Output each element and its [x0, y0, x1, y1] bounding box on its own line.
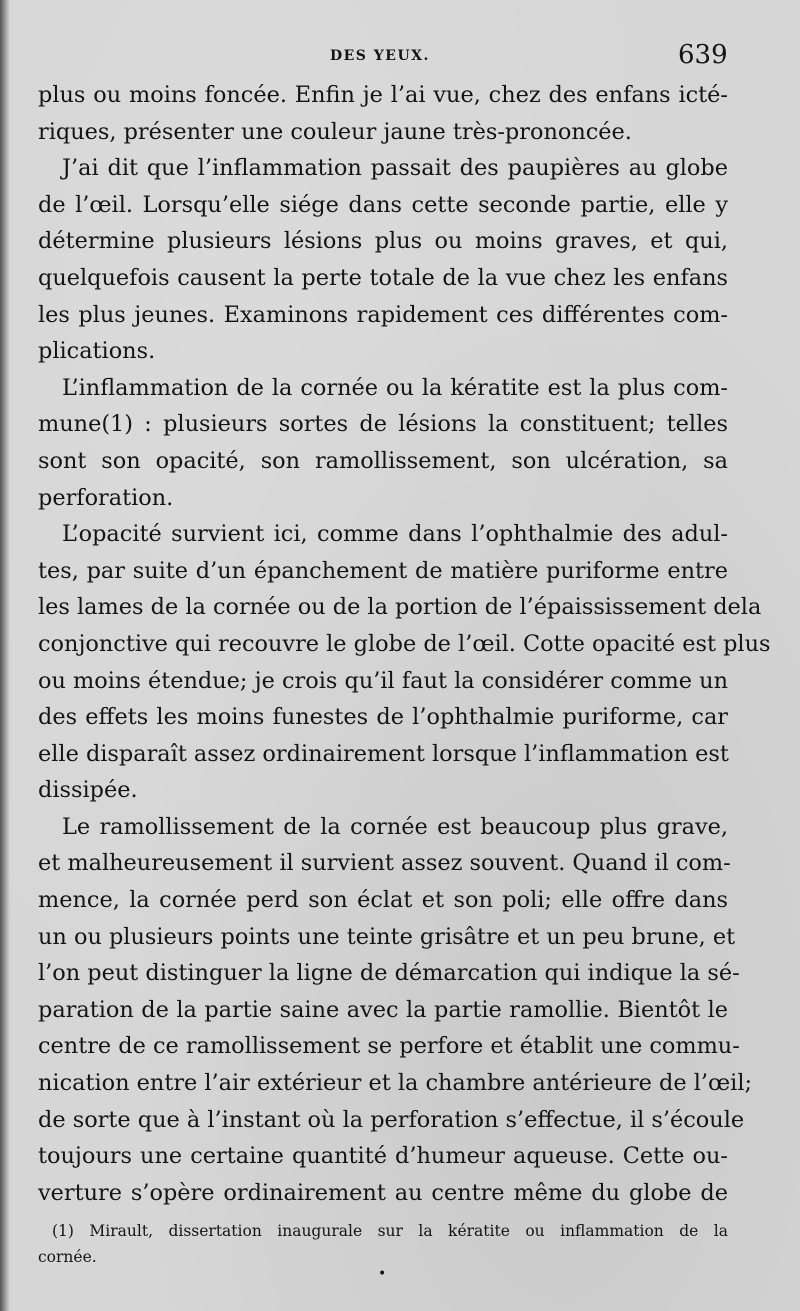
signature-mark: •	[378, 1266, 387, 1282]
text-line: l’on peut distinguer la ligne de démarcation qui indique la sé-	[38, 960, 740, 987]
text-line: les lames de la cornée ou de la portion de l’épaississement dela	[38, 594, 762, 621]
running-header	[0, 40, 800, 76]
text-line: mence, la cornée perd son éclat et son poli; elle offre dans	[38, 887, 728, 914]
text-line: verture s’opère ordinairement au centre même du globe de	[38, 1179, 728, 1206]
running-title: DES YEUX.	[330, 48, 430, 64]
text-line: paration de la partie saine avec la partie ramollie. Bientôt le	[38, 996, 728, 1023]
footnote-block	[38, 1218, 728, 1270]
text-line: de l’œil. Lorsqu’elle siége dans cette seconde partie, elle y	[38, 191, 728, 218]
text-line: ou moins étendue; je crois qu’il faut la considérer comme un	[38, 667, 728, 694]
text-line: et malheureusement il survient assez souvent. Quand il com-	[38, 850, 731, 877]
text-line: mune(1) : plusieurs sortes de lésions la constituent; telles	[38, 411, 728, 438]
text-line: Le ramollissement de la cornée est beaucoup plus grave,	[62, 813, 728, 840]
text-line: nication entre l’air extérieur et la chambre antérieure de l’œil;	[38, 1070, 753, 1097]
text-line: perforation.	[38, 484, 174, 511]
text-line: toujours une certaine quantité d’humeur aqueuse. Cette ou-	[38, 1143, 728, 1170]
text-line: L’inflammation de la cornée ou la kératite est la plus com-	[62, 374, 728, 401]
text-line: riques, présenter une couleur jaune très-prononcée.	[38, 118, 632, 145]
text-line: quelquefois causent la perte totale de la vue chez les enfans	[38, 264, 728, 291]
text-line: plications.	[38, 338, 156, 365]
text-line: J’ai dit que l’inflammation passait des paupières au globe	[62, 155, 728, 182]
text-line: un ou plusieurs points une teinte grisâtre et un peu brune, et	[38, 923, 736, 950]
footnote-line: cornée.	[38, 1248, 97, 1266]
text-line: L’opacité survient ici, comme dans l’ophthalmie des adul-	[62, 521, 728, 548]
text-line: les plus jeunes. Examinons rapidement ces différentes com-	[38, 301, 728, 328]
body-text	[38, 77, 771, 1211]
text-line: détermine plusieurs lésions plus ou moins graves, et qui,	[38, 228, 728, 255]
text-line: tes, par suite d’un épanchement de matière puriforme entre	[38, 557, 728, 584]
page-number: 639	[678, 40, 728, 70]
text-line: conjonctive qui recouvre le globe de l’œil. Cotte opacité est plus	[38, 630, 771, 657]
text-line: de sorte que à l’instant où la perforation s’effectue, il s’écoule	[38, 1106, 745, 1133]
text-line: des effets les moins funestes de l’ophthalmie puriforme, car	[38, 704, 728, 731]
text-line: sont son opacité, son ramollissement, son ulcération, sa	[38, 447, 728, 474]
text-line: plus ou moins foncée. Enfin je l’ai vue, chez des enfans icté-	[38, 82, 728, 108]
text-line: elle disparaît assez ordinairement lorsque l’inflammation est	[38, 740, 729, 767]
text-line: dissipée.	[38, 777, 138, 804]
text-line: centre de ce ramollissement se perfore et établit une commu-	[38, 1033, 740, 1060]
footnote-line: (1) Mirault, dissertation inaugurale sur la kératite ou inflammation de la	[52, 1222, 728, 1240]
page-gutter-shadow	[0, 0, 10, 1311]
